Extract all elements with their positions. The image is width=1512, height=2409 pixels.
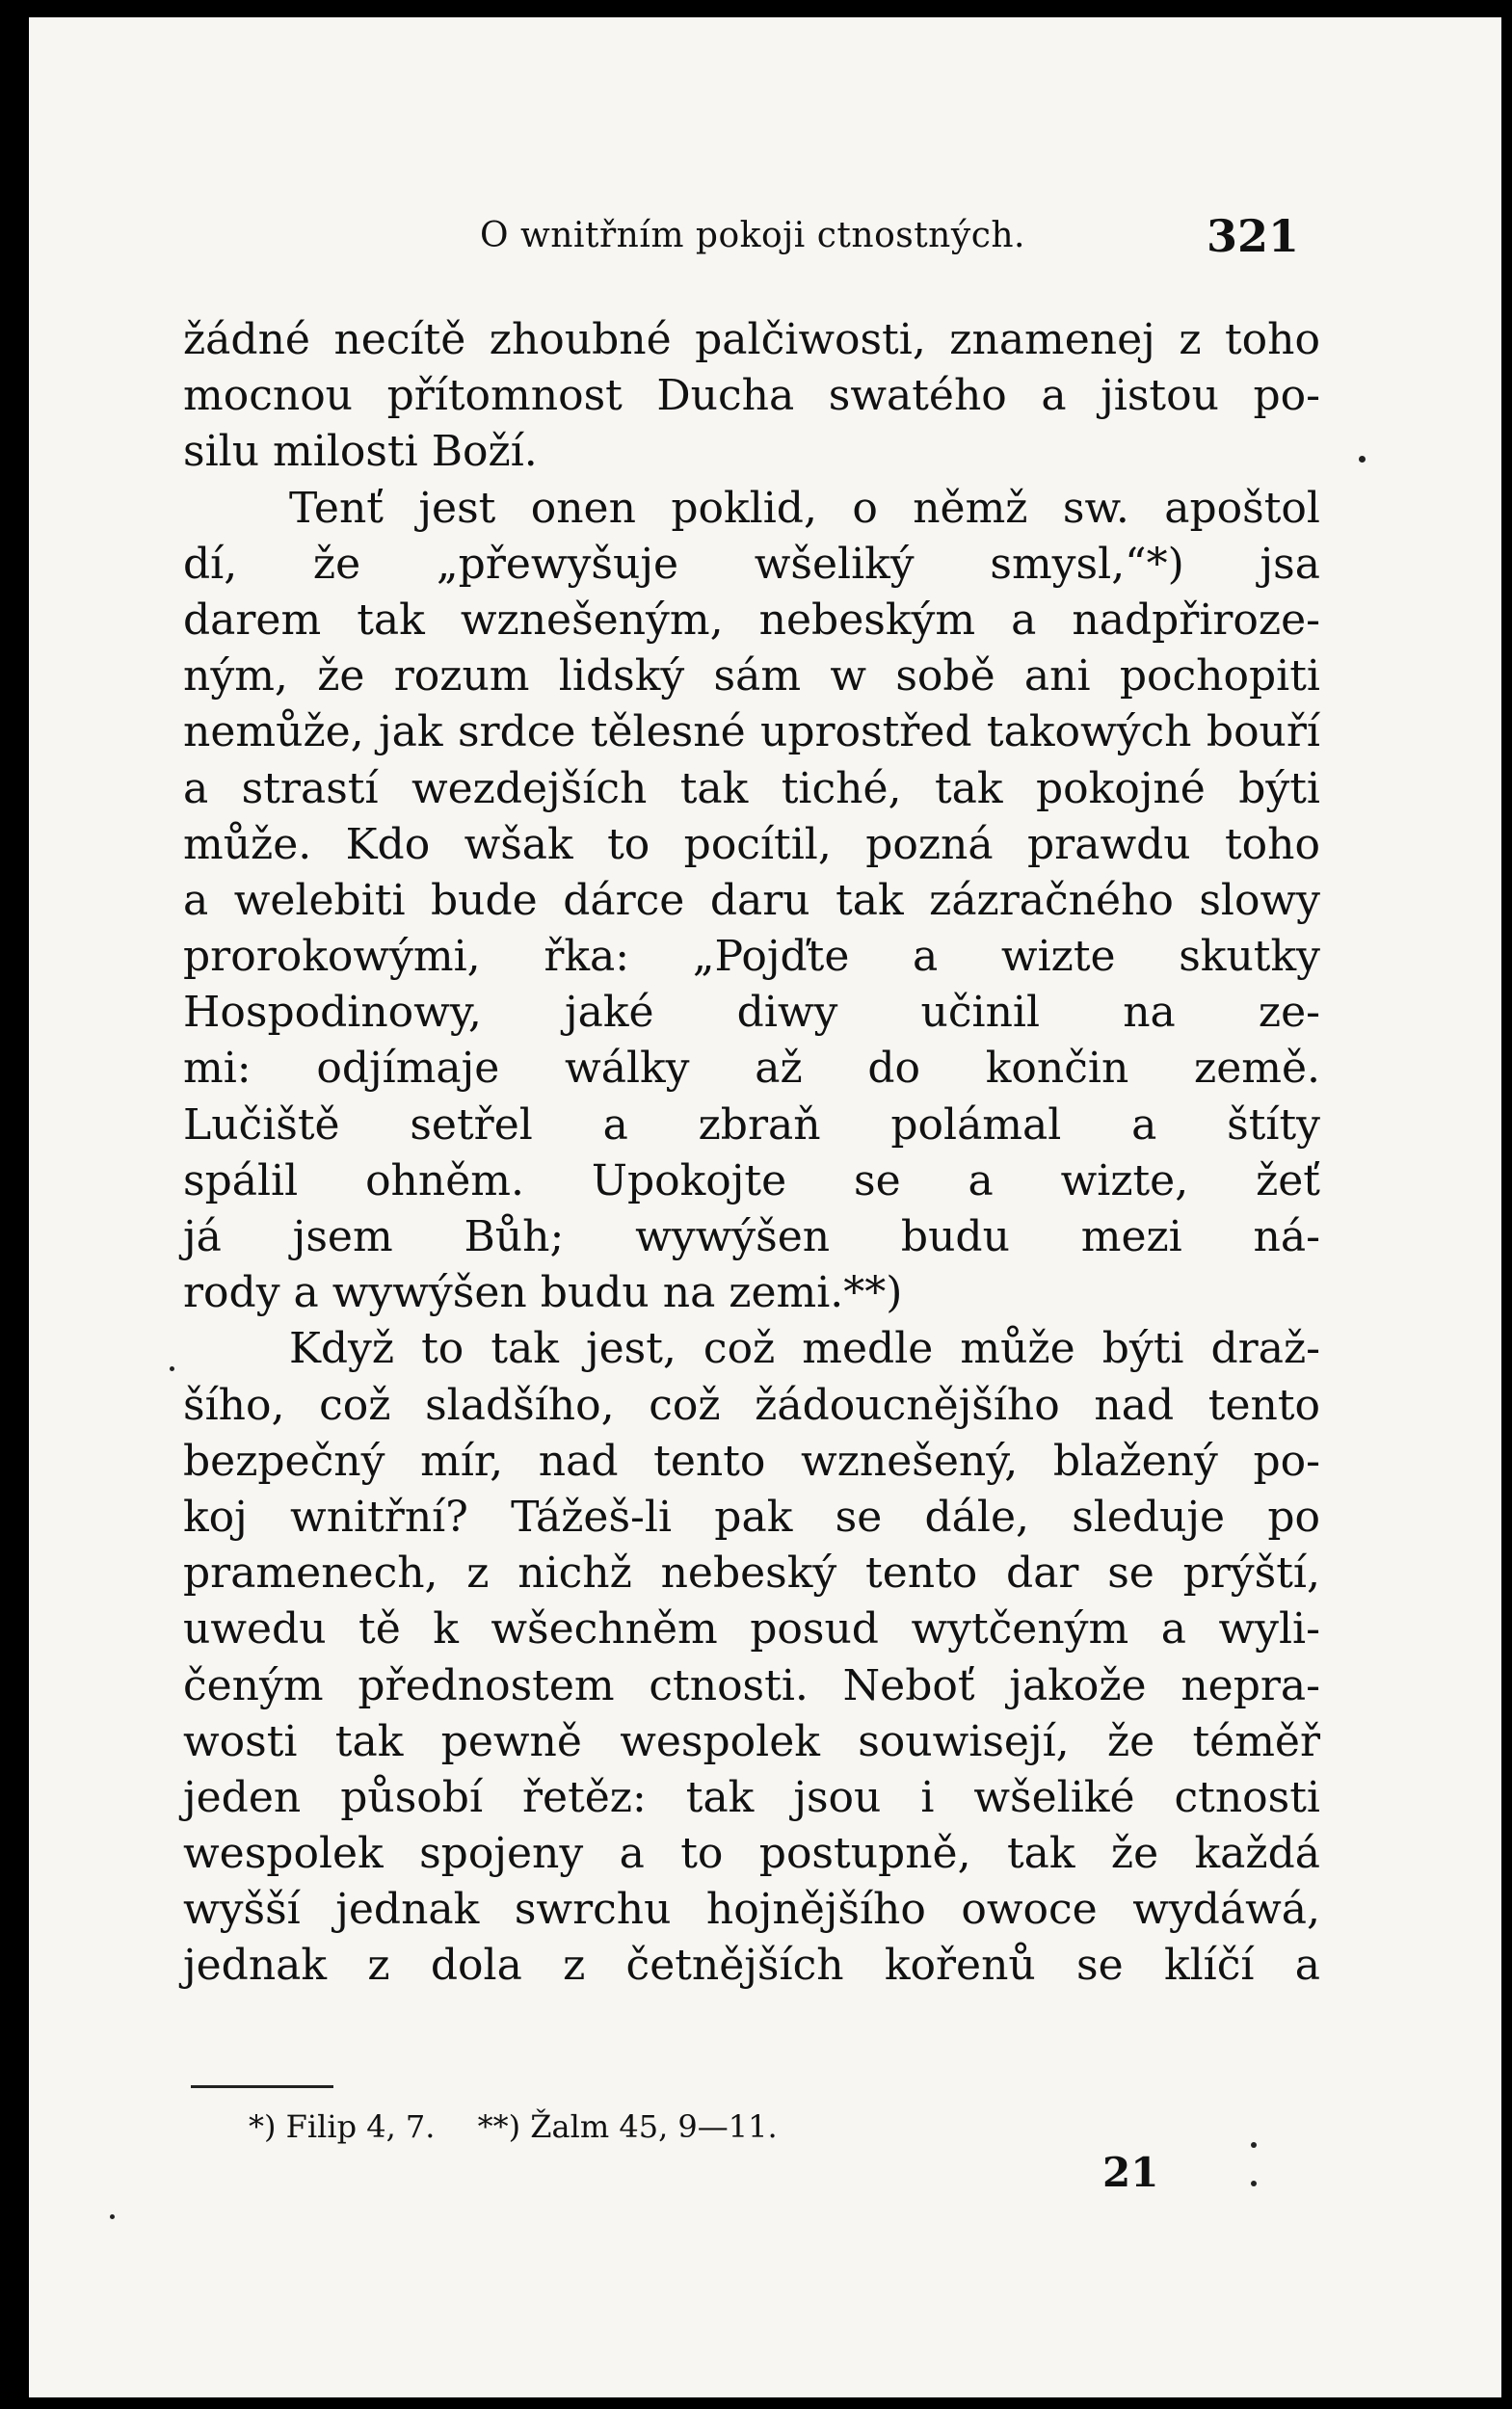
text-line: bezpečný mír, nad tento wznešený, blažený po-: [183, 1436, 1320, 1486]
print-speck: [1359, 456, 1366, 463]
running-title: O wnitřním pokoji ctnostných.: [480, 216, 1025, 255]
text-line: mi: odjímaje wálky až do končin země.: [183, 1044, 1320, 1094]
print-speck: [110, 2214, 115, 2219]
print-speck: [1251, 2142, 1257, 2148]
book-page: [29, 17, 1501, 2397]
text-line: darem tak wznešeným, nebeským a nadpřiroze-: [183, 595, 1320, 645]
footnote-1: *) Filip 4, 7.: [249, 2108, 436, 2145]
text-line: nemůže, jak srdce tělesné uprostřed takowých bouří: [183, 707, 1320, 757]
text-line: a strastí wezdejších tak tiché, tak pokojné býti: [183, 763, 1320, 813]
text-line: jeden působí řetěz: tak jsou i wšeliké ctnosti: [183, 1772, 1320, 1822]
text-line: koj wnitřní? Tážeš-li pak se dále, sleduje po: [183, 1492, 1320, 1542]
text-line: jednak z dola z četnějších kořenů se klíčí a: [183, 1941, 1320, 1991]
text-line: rody a wywýšen budu na zemi.**): [183, 1268, 903, 1318]
page-header: [29, 208, 1501, 266]
text-line: wosti tak pewně wespolek souwisejí, že téměř: [183, 1716, 1320, 1766]
footnotes: [249, 2108, 810, 2145]
text-line: prorokowými, řka: „Pojďte a wizte skutky: [183, 932, 1320, 982]
text-line: čeným přednostem ctnosti. Neboť jakože nepra-: [183, 1660, 1320, 1710]
text-line: Lučiště setřel a zbraň polámal a štíty: [183, 1099, 1320, 1150]
text-line: wespolek spojeny a to postupně, tak že každá: [183, 1829, 1320, 1879]
page-edge-left: [0, 0, 29, 2409]
text-line: mocnou přítomnost Ducha swatého a jistou po-: [183, 371, 1320, 421]
text-line: šího, což sladšího, což žádoucnějšího nad tento: [183, 1380, 1320, 1430]
text-line: žádné necítě zhoubné palčiwosti, znamenej z toho: [183, 315, 1320, 364]
text-line: Tenť jest onen poklid, o němž sw. apoštol: [289, 483, 1320, 533]
text-line: dí, že „přewyšuje wšeliký smysl,“*) jsa: [183, 539, 1320, 589]
text-line: silu milosti Boží.: [183, 427, 538, 477]
text-line: wyšší jednak swrchu hojnějšího owoce wydáwá,: [183, 1885, 1320, 1935]
signature-mark: 21: [1102, 2149, 1159, 2196]
text-line: a welebiti bude dárce daru tak zázračného slowy: [183, 875, 1320, 925]
text-line: já jsem Bůh; wywýšen budu mezi ná-: [183, 1212, 1320, 1261]
print-speck: [170, 1366, 174, 1371]
print-speck: [1251, 2181, 1257, 2186]
footnote-rule: [191, 2085, 333, 2088]
page-number: 321: [1207, 210, 1300, 262]
text-line: může. Kdo wšak to pocítil, pozná prawdu toho: [183, 819, 1320, 869]
text-line: Když to tak jest, což medle může býti draž-: [289, 1324, 1320, 1374]
footnote-2: **) Žalm 45, 9—11.: [477, 2108, 778, 2145]
text-line: pramenech, z nichž nebeský tento dar se prýští,: [183, 1549, 1320, 1599]
text-line: ným, že rozum lidský sám w sobě ani pochopiti: [183, 651, 1320, 702]
text-line: uwedu tě k wšechněm posud wytčeným a wyli-: [183, 1604, 1320, 1655]
text-line: spálil ohněm. Upokojte se a wizte, žeť: [183, 1155, 1320, 1205]
body-text: [183, 312, 1320, 1995]
text-line: Hospodinowy, jaké diwy učinil na ze-: [183, 988, 1320, 1038]
